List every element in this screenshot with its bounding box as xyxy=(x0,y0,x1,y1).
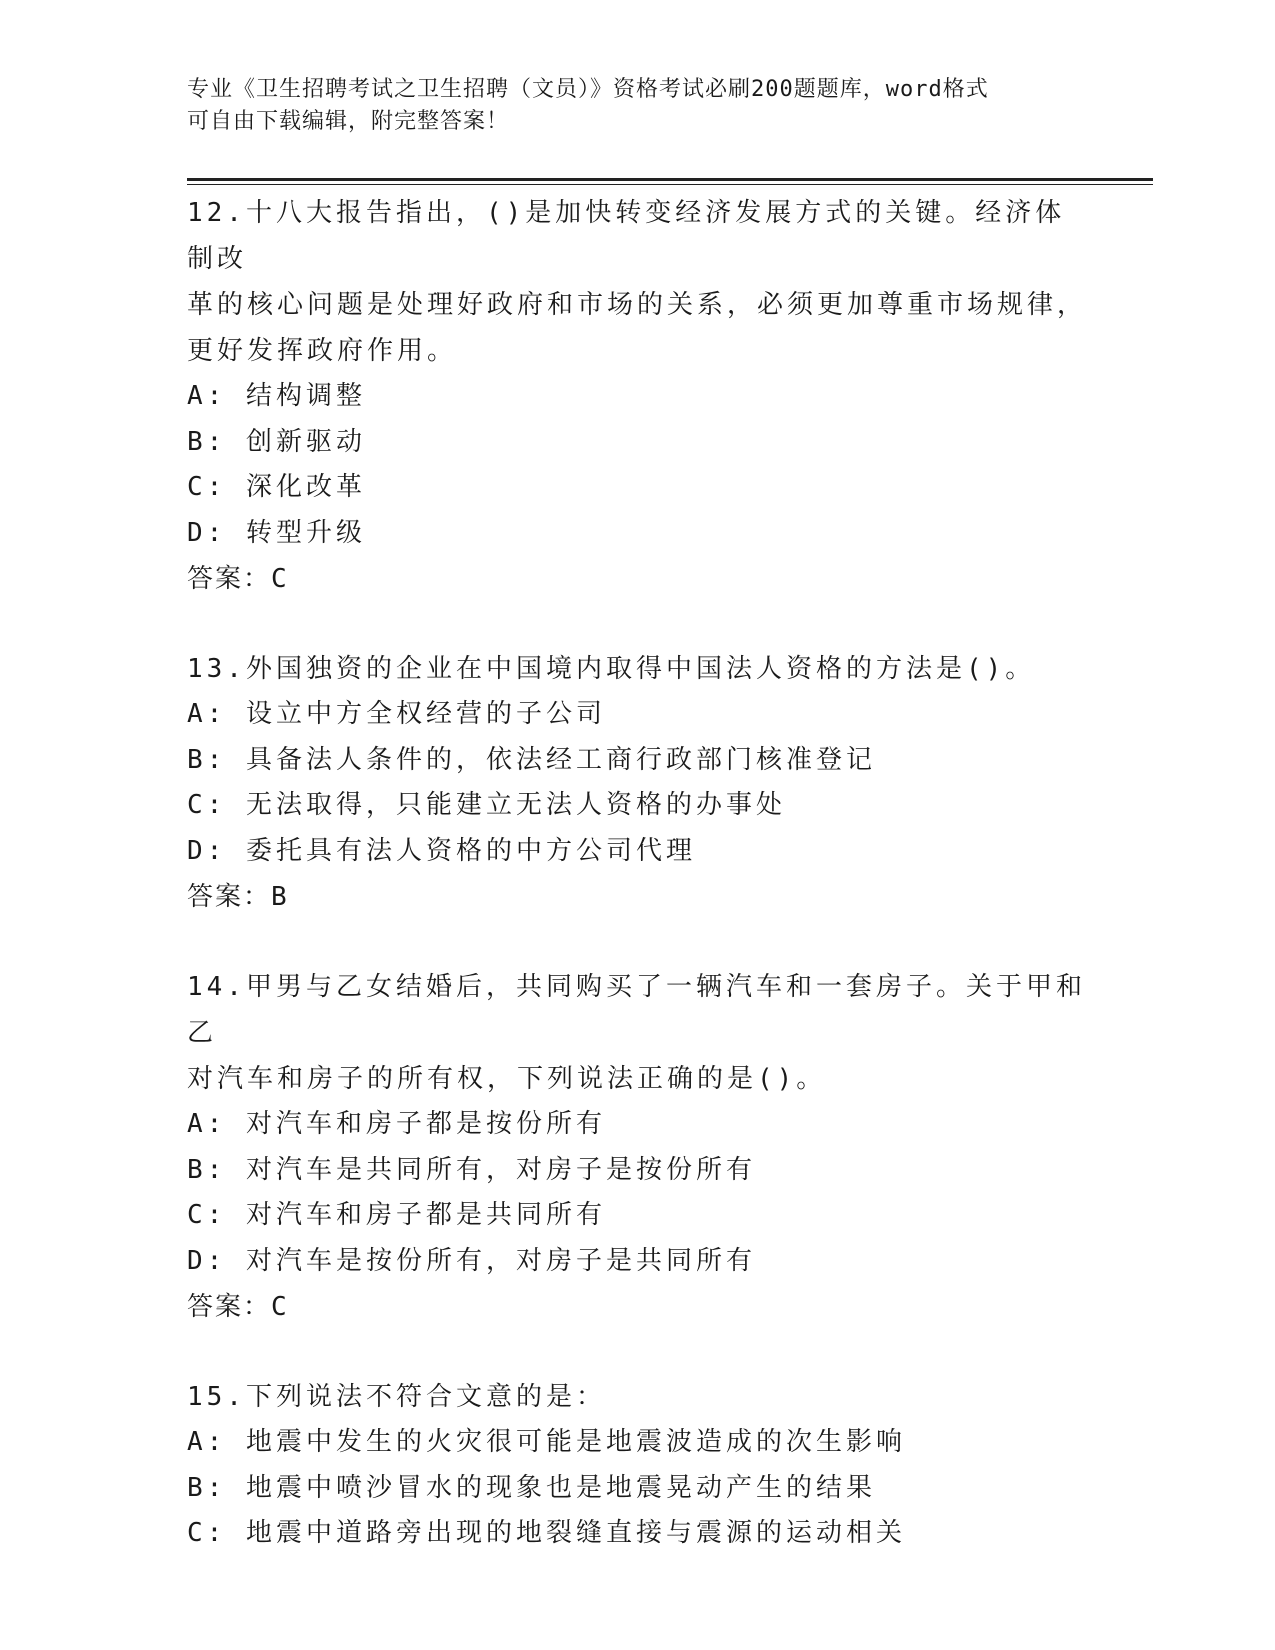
question-13 xyxy=(187,646,1087,920)
answer-label: 答案： xyxy=(187,564,272,594)
question-stem-line: 13.外国独资的企业在中国境内取得中国法人资格的方法是()。 xyxy=(187,654,1036,684)
document-header xyxy=(187,74,1087,138)
option-b: B: 对汽车是共同所有，对房子是按份所有 xyxy=(187,1154,756,1185)
option-b: B: 地震中喷沙冒水的现象也是地震晃动产生的结果 xyxy=(187,1472,876,1503)
answer-label: 答案： xyxy=(187,882,272,912)
question-stem-line: 革的核心问题是处理好政府和市场的关系，必须更加尊重市场规律， xyxy=(187,290,1088,320)
question-stem-line: 15.下列说法不符合文意的是： xyxy=(187,1382,606,1412)
answer-label: 答案： xyxy=(187,1292,272,1322)
question-12 xyxy=(187,190,1087,602)
option-a: A: 对汽车和房子都是按份所有 xyxy=(187,1109,606,1139)
option-c: C: 对汽车和房子都是共同所有 xyxy=(187,1200,606,1230)
option-a: A: 设立中方全权经营的子公司 xyxy=(187,699,606,729)
answer-value: B xyxy=(271,882,289,912)
option-d: D: 对汽车是按份所有，对房子是共同所有 xyxy=(187,1245,756,1276)
option-a: A: 地震中发生的火灾很可能是地震波造成的次生影响 xyxy=(187,1427,906,1457)
option-c: C: 地震中道路旁出现的地裂缝直接与震源的运动相关 xyxy=(187,1518,906,1548)
question-stem-line: 12.十八大报告指出，()是加快转变经济发展方式的关键。经济体制改 xyxy=(187,198,1066,274)
answer-value: C xyxy=(271,564,289,594)
answer-line xyxy=(187,556,1087,602)
question-15 xyxy=(187,1374,1087,1557)
question-stem-line: 对汽车和房子的所有权，下列说法正确的是()。 xyxy=(187,1064,827,1094)
question-list xyxy=(187,190,1087,1557)
answer-line xyxy=(187,874,1087,920)
header-divider-thin xyxy=(187,184,1153,185)
question-14 xyxy=(187,964,1087,1330)
option-c: C: 深化改革 xyxy=(187,472,366,502)
option-d: D: 转型升级 xyxy=(187,517,366,548)
header-line-2: 可自由下载编辑，附完整答案！ xyxy=(187,109,510,134)
question-stem-line: 更好发挥政府作用。 xyxy=(187,336,458,366)
answer-value: C xyxy=(271,1292,289,1322)
header-divider-thick xyxy=(187,178,1153,181)
option-b: B: 创新驱动 xyxy=(187,426,366,457)
option-b: B: 具备法人条件的，依法经工商行政部门核准登记 xyxy=(187,744,876,775)
option-a: A: 结构调整 xyxy=(187,381,366,411)
option-d: D: 委托具有法人资格的中方公司代理 xyxy=(187,835,696,866)
option-c: C: 无法取得，只能建立无法人资格的办事处 xyxy=(187,790,786,820)
answer-line xyxy=(187,1284,1087,1330)
header-line-1: 专业《卫生招聘考试之卫生招聘（文员）》资格考试必刷200题题库，word格式 xyxy=(187,77,989,102)
question-stem-line: 14.甲男与乙女结婚后，共同购买了一辆汽车和一套房子。关于甲和乙 xyxy=(187,972,1086,1048)
